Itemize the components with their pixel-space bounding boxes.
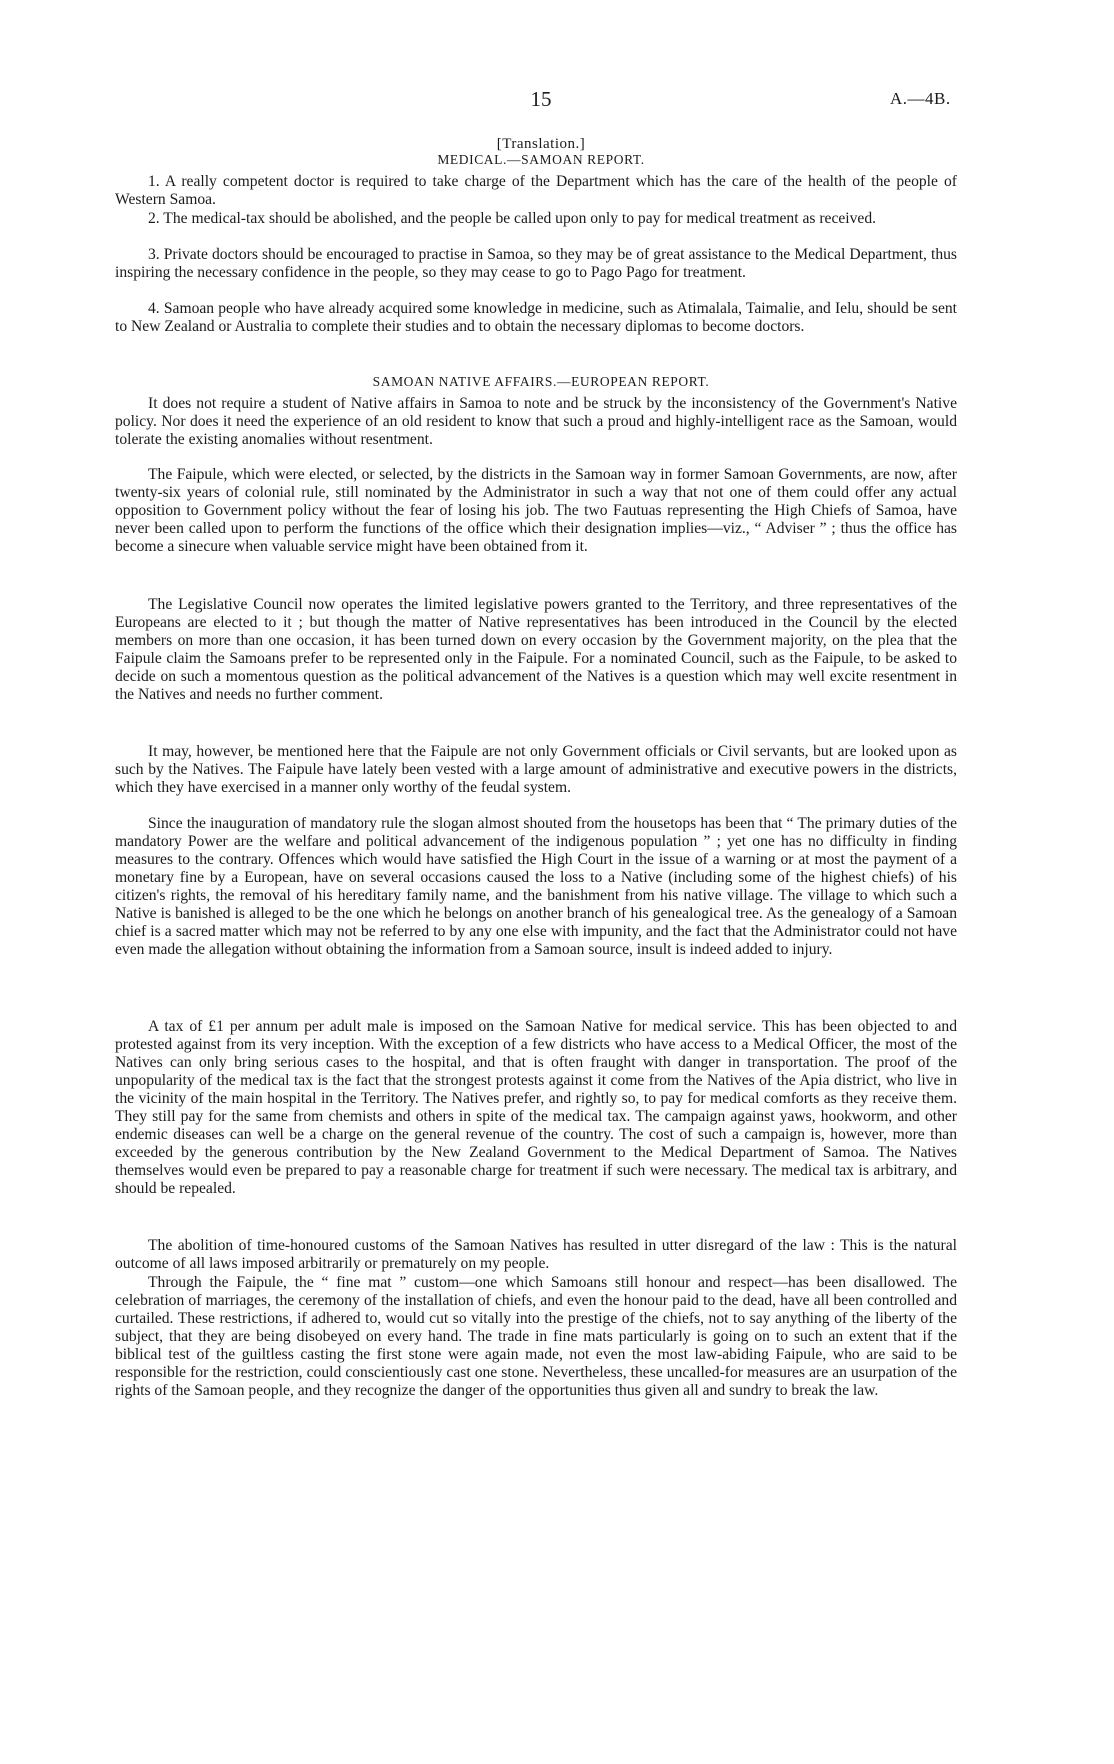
native-affairs-section-title: SAMOAN NATIVE AFFAIRS.—EUROPEAN REPORT.: [372, 374, 710, 389]
medical-item-3: 3. Private doctors should be encouraged to practise in Samoa, so they may be of great assistance to the Medical Department, thus inspiring the necessary confidence in the people, so they may cease to go to Pago Pago for treatment.: [115, 246, 957, 281]
medical-item-2: 2. The medical-tax should be abolished, and the people be called upon only to pay for medical treatment as received.: [148, 210, 877, 227]
native-affairs-paragraph-3: The Legislative Council now operates the limited legislative powers granted to the Territory, and three representatives of the Europeans are elected to it ; but though the matter of Native representatives has been introduced in the Council by the elected members on more than one occasion, it has been turned down on every occasion by the Government majority, on the plea that the Faipule claim the Samoans prefer to be represented only in the Faipule. For a nominated Council, such as the Faipule, to be asked to decide on such a momentous question as the political advancement of the Natives is a question which may well excite resentment in the Natives and needs no further comment.: [115, 596, 957, 703]
document-reference: A.—4B.: [890, 89, 951, 108]
native-affairs-paragraph-5: Since the inauguration of mandatory rule the slogan almost shouted from the housetops has been that “ The primary duties of the mandatory Power are the welfare and political advancement of the indigenous population ” ; yet one has no difficulty in finding measures to the contrary. Offences which would have satisfied the High Court in the issue of a warning or at most the payment of a monetary fine by a European, have on several occasions caused the loss to a Native (including some of the highest chiefs) of his citizen's rights, the removal of his hereditary family name, and the banishment from his native village. The village to which such a Native is banished is alleged to be the one which he belongs on another branch of his genealogical tree. As the genealogy of a Samoan chief is a sacred matter which may not be referred to by any one else with impunity, and the fact that the Administrator could not have even made the allegation without obtaining the information from a Samoan source, insult is indeed added to injury.: [115, 815, 957, 958]
native-affairs-paragraph-4: It may, however, be mentioned here that the Faipule are not only Government officials or Civil servants, but are looked upon as such by the Natives. The Faipule have lately been vested with a large amount of administrative and executive powers in the districts, which they have exercised in a manner only worthy of the feudal system.: [115, 743, 957, 796]
medical-section-title: MEDICAL.—SAMOAN REPORT.: [437, 152, 645, 167]
translation-label: [Translation.]: [496, 136, 586, 152]
native-affairs-paragraph-7: The abolition of time-honoured customs of the Samoan Natives has resulted in utter disregard of the law : This is the natural outcome of all laws imposed arbitrarily or prematurely on my people.: [115, 1237, 957, 1272]
native-affairs-paragraph-8: Through the Faipule, the “ fine mat ” custom—one which Samoans still honour and respect—has been disallowed. The celebration of marriages, the ceremony of the installation of chiefs, and even the honour paid to the dead, have all been controlled and curtailed. These restrictions, if adhered to, would cut so vitally into the prestige of the chiefs, not to say anything of the liberty of the subject, that they are being disobeyed on every hand. The trade in fine mats particularly is going on to such an extent that if the biblical test of the guiltless casting the first stone were again made, not even the most law-abiding Faipule, who are said to be responsible for the restriction, could conscientiously cast one stone. Nevertheless, these uncalled-for measures are an usurpation of the rights of the Samoan people, and they recognize the danger of the opportunities thus given all and sundry to break the law.: [115, 1274, 957, 1399]
medical-item-1: 1. A really competent doctor is required to take charge of the Department which has the care of the health of the people of Western Samoa.: [115, 173, 957, 208]
native-affairs-paragraph-1: It does not require a student of Native affairs in Samoa to note and be struck by the inconsistency of the Government's Native policy. Nor does it need the experience of an old resident to know that such a proud and highly-intelligent race as the Samoan, would tolerate the existing anomalies without resentment.: [115, 395, 957, 448]
native-affairs-paragraph-6: A tax of £1 per annum per adult male is imposed on the Samoan Native for medical service. This has been objected to and protested against from its very inception. With the exception of a few districts who have access to a Medical Officer, the most of the Natives can only bring serious cases to the hospital, and that is often fraught with danger in transportation. The proof of the unpopularity of the medical tax is the fact that the strongest protests against it come from the Natives of the Apia district, who live in the vicinity of the main hospital in the Territory. The Natives prefer, and rightly so, to pay for medical comforts as they receive them. They still pay for the same from chemists and others in spite of the medical tax. The campaign against yaws, hookworm, and other endemic diseases can well be a charge on the general revenue of the country. The cost of such a campaign is, however, more than exceeded by the generous contribution by the New Zealand Government to the Medical Department of Samoa. The Natives themselves would even be prepared to pay a reasonable charge for treatment if such were necessary. The medical tax is arbitrary, and should be repealed.: [115, 1018, 957, 1197]
native-affairs-paragraph-2: The Faipule, which were elected, or selected, by the districts in the Samoan way in former Samoan Governments, are now, after twenty-six years of colonial rule, still nominated by the Administrator in such a way that not one of them could offer any actual opposition to Government policy without the fear of losing his job. The two Fautuas representing the High Chiefs of Samoa, have never been called upon to perform the functions of the office which their designation implies—viz., “ Adviser ” ; thus the office has become a sinecure when valuable service might have been obtained from it.: [115, 466, 957, 555]
page-number: 15: [530, 87, 552, 111]
medical-item-4: 4. Samoan people who have already acquired some knowledge in medicine, such as Atimalala, Taimalie, and Ielu, should be sent to New Zealand or Australia to complete their studies and to obtain the necessary diplomas to become doctors.: [115, 300, 957, 335]
